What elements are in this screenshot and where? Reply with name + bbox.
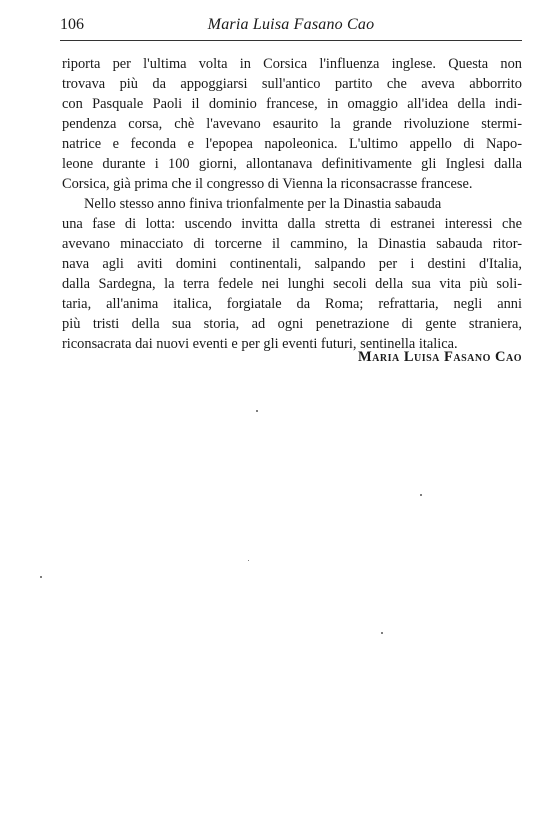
page-number: 106 [60, 16, 84, 33]
scan-speck [381, 632, 383, 634]
text-line: riconsacrata dai nuovi eventi e per gli eventi futuri, sentinella italica. [62, 336, 458, 352]
text-line: dalla Sardegna, la terra fedele nei lunghi secoli della sua vita più soli- [62, 276, 522, 292]
text-line: con Pasquale Paoli il dominio francese, in omaggio all'idea della indi- [62, 96, 522, 112]
text-line: Nello stesso anno finiva trionfalmente per la Dinastia sabauda [84, 196, 442, 212]
page-header [60, 14, 522, 41]
text-line: più tristi della sua storia, ad ogni penetrazione di gente straniera, [62, 316, 522, 332]
scan-speck [40, 576, 42, 578]
author-signature: Maria Luisa Fasano Cao [357, 349, 522, 365]
text-line: riporta per l'ultima volta in Corsica l'influenza inglese. Questa non [62, 56, 522, 72]
running-head: Maria Luisa Fasano Cao [207, 16, 375, 33]
text-line: avevano minacciato di torcerne il cammino, la Dinastia sabauda ritor- [62, 236, 522, 252]
text-line: pendenza corsa, chè l'avevano esaurito la grande rivoluzione stermi- [62, 116, 522, 132]
scan-speck [256, 410, 258, 412]
text-line: Corsica, già prima che il congresso di Vienna la riconsacrasse francese. [62, 176, 473, 192]
scan-speck [248, 560, 249, 561]
text-line: natrice e feconda e l'epopea napoleonica. L'ultimo appello di Napo- [62, 136, 522, 152]
paragraph-1 [62, 54, 522, 194]
text-line: una fase di lotta: uscendo invitta dalla stretta di estranei interessi che [62, 216, 522, 232]
text-line: leone durante i 100 giorni, allontanava definitivamente gli Inglesi dalla [62, 156, 522, 172]
text-line: trovava più da appoggiarsi sull'antico partito che aveva abborrito [62, 76, 522, 92]
text-line: nava agli aviti domini continentali, salpando per i destini d'Italia, [62, 256, 522, 272]
text-line: taria, all'anima italica, forgiatale da Roma; refrattaria, negli anni [62, 296, 522, 312]
scan-speck [420, 494, 422, 496]
body-text [62, 54, 522, 354]
paragraph-2 [62, 194, 522, 354]
